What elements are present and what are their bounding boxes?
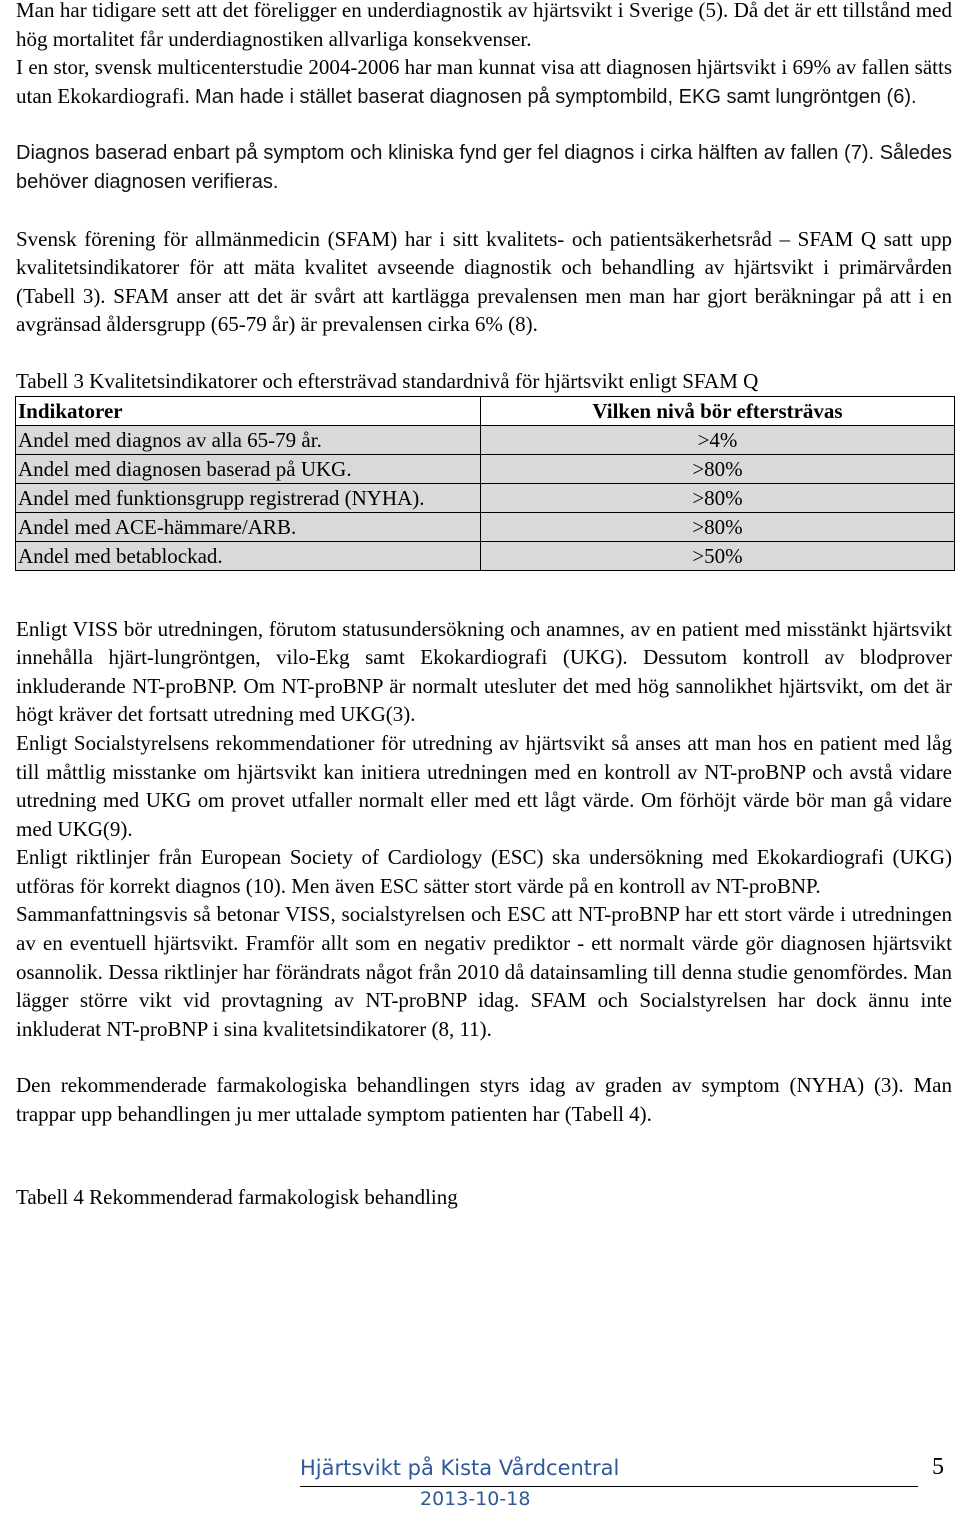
table-row: [16, 425, 955, 454]
table-cell-level: >80%: [481, 512, 955, 541]
table-cell-indicator: Andel med diagnosen baserad på UKG.: [16, 454, 481, 483]
table-row: [16, 454, 955, 483]
table-cell-level: >4%: [481, 425, 955, 454]
table-cell-indicator: Andel med ACE-hämmare/ARB.: [16, 512, 481, 541]
table-cell-level: >80%: [481, 483, 955, 512]
table-cell-level: >80%: [481, 454, 955, 483]
table-row: [16, 483, 955, 512]
table-header-indicator: Indikatorer: [16, 396, 481, 425]
table-row: [16, 541, 955, 570]
table4-caption: Tabell 4 Rekommenderad farmakologisk behandling: [16, 1184, 458, 1209]
page-footer: [0, 1452, 960, 1512]
paragraph-viss: Enligt VISS bör utredningen, förutom statusundersökning och anamnes, av en patient med misstänkt hjärtsvikt innehålla hjärt-lungröntgen, vilo-Ekg samt Ekokardiografi (UKG). Dessutom kontroll av blodprover inkluderande NT-proBNP. Om NT-proBNP är normalt utesluter det med hög sannolikhet hjärtsvikt, om det är högt kräver det fortsatt utredning med UKG(3).: [16, 616, 952, 727]
paragraph-socialstyrelsen: Enligt Socialstyrelsens rekommendationer för utredning av hjärtsvikt så anses att man hos en patient med låg till måttlig misstanke om hjärtsvikt kan initiera utredningen med en kontroll av NT-proBNP och avstå vidare utredning med UKG om provet utfaller normalt eller med ett lågt värde. Om förhöjt värde bör man gå vidare med UKG(9).: [16, 730, 952, 841]
table-cell-level: >50%: [481, 541, 955, 570]
footer-page-number: 5: [932, 1454, 944, 1480]
paragraph-multicenterstudie: [16, 53, 952, 111]
table-header-row: [16, 396, 955, 425]
footer-date: 2013-10-18: [420, 1488, 531, 1510]
footer-title: Hjärtsvikt på Kista Vårdcentral: [300, 1456, 620, 1480]
paragraph-multicenterstudie-part2: Man hade i stället baserat diagnosen på symptombild, EKG samt lungröntgen (6).: [195, 85, 917, 108]
document-page: [16, 0, 952, 1211]
table-row: [16, 512, 955, 541]
footer-divider: [300, 1486, 918, 1487]
table-cell-indicator: Andel med betablockad.: [16, 541, 481, 570]
paragraph-multicenterstudie-part1: I en stor, svensk multicenterstudie 2004-2006 har man kunnat visa att diagnosen hjärtsvikt i 69% av fallen sätts utan Ekokardiografi.: [16, 55, 952, 108]
paragraph-diagnos-symptom: Diagnos baserad enbart på symptom och kliniska fynd ger fel diagnos i cirka hälften av fallen (7). Således behöver diagnosen verifieras.: [16, 142, 952, 193]
paragraph-farmakologisk: Den rekommenderade farmakologiska behandlingen styrs idag av graden av symptom (NYHA) (3). Man trappar upp behandlingen ju mer uttalade symptom patienten har (Tabell 4).: [16, 1073, 952, 1127]
table3-caption: Tabell 3 Kvalitetsindikatorer och eftersträvad standardnivå för hjärtsvikt enligt SFAM Q: [16, 368, 759, 393]
table3-quality-indicators: [15, 396, 955, 571]
paragraph-sfam: Svensk förening för allmänmedicin (SFAM) har i sitt kvalitets- och patientsäkerhetsråd – SFAM Q satt upp kvalitetsindikatorer för att mäta kvalitet avseende diagnostik och behandling av hjärtsvikt i primärvården (Tabell 3). SFAM anser att det är svårt att kartlägga prevalensen men man har gjort beräkningar på att i en avgränsad åldersgrupp (65-79 år) är prevalensen cirka 6% (8).: [16, 226, 952, 337]
table-cell-indicator: Andel med diagnos av alla 65-79 år.: [16, 425, 481, 454]
table-header-level: Vilken nivå bör eftersträvas: [481, 396, 955, 425]
table-cell-indicator: Andel med funktionsgrupp registrerad (NYHA).: [16, 483, 481, 512]
paragraph-esc: Enligt riktlinjer från European Society of Cardiology (ESC) ska undersökning med Ekokardiografi (UKG) utföras för korrekt diagnos (10). Men även ESC sätter stort värde på en kontroll av NT-proBNP.: [16, 845, 952, 898]
paragraph-underdiagnostik: Man har tidigare sett att det föreligger en underdiagnostik av hjärtsvikt i Sverige (5). Då det är ett tillstånd med hög mortalitet får underdiagnostiken allvarliga konsekvenser.: [16, 0, 952, 51]
paragraph-sammanfattning: Sammanfattningsvis så betonar VISS, socialstyrelsen och ESC att NT-proBNP har ett stort värde i utredningen av en eventuell hjärtsvikt. Framför allt som en negativ prediktor - ett normalt värde gör diagnosen hjärtsvikt osannolik. Dessa riktlinjer har förändrats något från 2010 då datainsamling till denna studie genomfördes. Man lägger större vikt vid provtagning av NT-proBNP idag. SFAM och Socialstyrelsen har dock ännu inte inkluderat NT-proBNP i sina kvalitetsindikatorer (8, 11).: [16, 902, 952, 1041]
